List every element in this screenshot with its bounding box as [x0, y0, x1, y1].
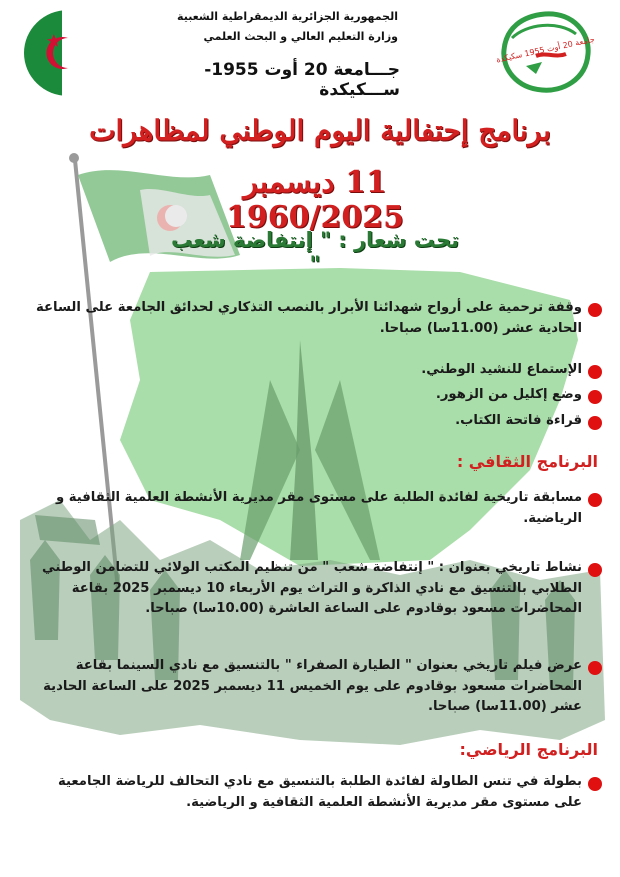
- list-item: مسابقة تاريخية لفائدة الطلبة على مستوى مقر مديرية الأنشطة العلمية الثقافية و الرياضية.: [32, 488, 602, 529]
- ministry-name: وزارة التعليم العالي و البحث العلمي: [203, 30, 398, 43]
- university-name: جـــامعة 20 أوت 1955- ســـكيكدة: [204, 60, 400, 100]
- list-item: وقفة ترحمية على أرواح شهدائنا الأبرار بالنصب التذكاري لحدائق الجامعة على الساعة الحادية عشر (11.00سا) صباحا.: [32, 298, 602, 339]
- bullet-icon: [588, 303, 602, 317]
- bullet-icon: [588, 365, 602, 379]
- republic-name: الجمهورية الجزائرية الديمقراطية الشعبية: [177, 10, 398, 23]
- bullet-icon: [588, 390, 602, 404]
- university-logo: [496, 8, 594, 96]
- sports-heading: البرنامج الرياضي:: [459, 740, 598, 759]
- bullet-icon: [588, 661, 602, 675]
- logo-text: جامعة 20 أوت 1955 سكيكدة: [496, 34, 594, 65]
- cultural-heading: البرنامج الثقافي :: [456, 452, 598, 471]
- list-item: عرض فيلم تاريخي بعنوان " الطيارة الصفراء " بالتنسيق مع نادي السينما بقاعة المحاضرات مسعود بوقادوم على يوم الخميس 11 ديسمبر 2025 على الساعة الحادية عشر (11.00سا) صباحا.: [32, 656, 602, 718]
- program-date: 11 ديسمبر 1960/2025: [226, 165, 404, 235]
- algeria-flag-emblem: [24, 10, 68, 96]
- program-title: برنامج إحتفالية اليوم الوطني لمظاهرات: [89, 114, 551, 147]
- bullet-icon: [588, 777, 602, 791]
- list-item: قراءة فاتحة الكتاب.: [32, 411, 602, 432]
- list-item: وضع إكليل من الزهور.: [32, 385, 602, 406]
- list-item: بطولة في تنس الطاولة لفائدة الطلبة بالتنسيق مع نادي التحالف للرياضة الجامعية على مستوى مقر مديرية الأنشطة العلمية الثقافية و الرياضية.: [32, 772, 602, 813]
- bullet-icon: [588, 563, 602, 577]
- list-item: الإستماع للنشيد الوطني.: [32, 360, 602, 381]
- list-item: نشاط تاريخي بعنوان : " إنتفاضة شعب " من تنظيم المكتب الولائي للتضامن الوطني الطلابي بالتنسيق مع نادي الذاكرة و التراث يوم الأربعاء 10 ديسمبر 2025 بقاعة المحاضرات مسعود بوقادوم على الساعة العاشرة (10.00سا) صباحا.: [32, 558, 602, 620]
- bullet-icon: [588, 416, 602, 430]
- bullet-icon: [588, 493, 602, 507]
- program-slogan: تحت شعار : " إنتفاضة شعب ": [170, 228, 460, 276]
